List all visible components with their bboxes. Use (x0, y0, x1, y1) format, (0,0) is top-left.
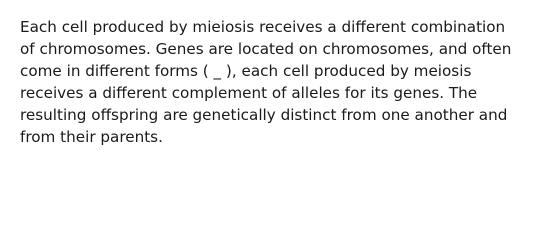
paragraph-line: receives a different complement of alleles for its genes. The (20, 84, 478, 102)
question-paragraph (20, 16, 550, 148)
paragraph-line: come in different forms ( _ ), each cell produced by meiosis (20, 62, 472, 80)
paragraph-line: resulting offspring are genetically distinct from one another and (20, 106, 508, 124)
paragraph-line: from their parents. (20, 128, 163, 146)
paragraph-line: of chromosomes. Genes are located on chromosomes, and often (20, 40, 512, 58)
paragraph-line: Each cell produced by mieiosis receives a different combination (20, 18, 506, 36)
